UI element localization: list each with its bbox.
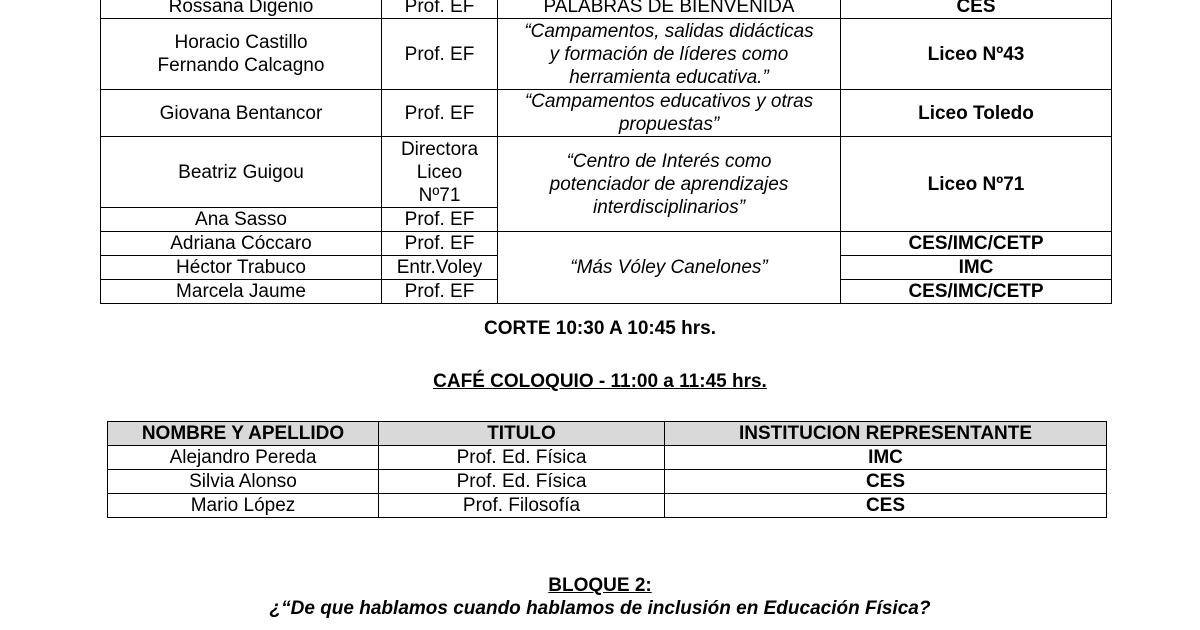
header-name: NOMBRE Y APELLIDO <box>108 422 379 446</box>
institution-cell: Liceo Toledo <box>841 90 1112 137</box>
institution-cell: CES/IMC/CETP <box>841 280 1112 304</box>
table-row <box>101 19 1112 90</box>
talk-cell: “Más Vóley Canelones” <box>498 232 841 304</box>
table-row <box>101 0 1112 19</box>
name-cell: Alejandro Pereda <box>108 446 379 470</box>
block-heading: BLOQUE 2: <box>548 575 652 596</box>
table-header-row <box>108 422 1107 446</box>
title-line: Nº71 <box>418 184 461 206</box>
title-cell <box>382 137 498 208</box>
title-cell: Entr.Voley <box>382 256 498 280</box>
table-row <box>108 470 1107 494</box>
institution-cell: CES/IMC/CETP <box>841 232 1112 256</box>
table-row <box>101 232 1112 256</box>
name-cell: Giovana Bentancor <box>101 90 382 137</box>
title-cell: Prof. EF <box>382 90 498 137</box>
title-cell: Prof. EF <box>382 19 498 90</box>
talk-line: y formación de líderes como <box>549 43 789 65</box>
name-cell: Héctor Trabuco <box>101 256 382 280</box>
talk-line: potenciador de aprendizajes <box>549 173 789 195</box>
title-cell: Prof. EF <box>382 208 498 232</box>
talk-line: propuestas” <box>618 114 720 135</box>
title-cell: Prof. Ed. Física <box>379 446 665 470</box>
title-line: Liceo <box>416 161 463 183</box>
institution-cell: CES <box>665 494 1107 518</box>
program-table <box>100 0 1112 304</box>
institution-cell: IMC <box>665 446 1107 470</box>
header-institution: INSTITUCION REPRESENTANTE <box>665 422 1107 446</box>
talk-line: herramienta educativa.” <box>569 66 769 88</box>
title-line: Directora <box>400 138 479 160</box>
cafe-heading: CAFÉ COLOQUIO - 11:00 a 11:45 hrs. <box>433 371 767 392</box>
name-cell: Adriana Cóccaro <box>101 232 382 256</box>
table-row <box>108 446 1107 470</box>
talk-cell <box>498 137 841 232</box>
name-line: Horacio Castillo <box>174 32 308 53</box>
name-line: Fernando Calcagno <box>157 55 325 76</box>
name-cell: Ana Sasso <box>101 208 382 232</box>
title-cell: Prof. Ed. Física <box>379 470 665 494</box>
name-cell: Mario López <box>108 494 379 518</box>
talk-line: “Centro de Interés como <box>566 150 772 172</box>
talk-cell: PALABRAS DE BIENVENIDA <box>498 0 841 19</box>
name-cell: Beatriz Guigou <box>101 137 382 208</box>
name-cell <box>101 19 382 90</box>
institution-cell: CES <box>841 0 1112 19</box>
table-row <box>108 494 1107 518</box>
title-cell: Prof. EF <box>382 280 498 304</box>
name-cell: Silvia Alonso <box>108 470 379 494</box>
talk-cell <box>498 19 841 90</box>
header-title: TITULO <box>379 422 665 446</box>
institution-cell: Liceo Nº43 <box>841 19 1112 90</box>
break-heading: CORTE 10:30 A 10:45 hrs. <box>484 318 716 339</box>
institution-cell: Liceo Nº71 <box>841 137 1112 232</box>
block-subtitle: ¿“De que hablamos cuando hablamos de inclusión en Educación Física? <box>269 598 931 619</box>
talk-line: “Campamentos, salidas didácticas <box>524 20 814 42</box>
talk-line: interdisciplinarios” <box>592 196 746 218</box>
title-cell: Prof. EF <box>382 0 498 19</box>
title-cell: Prof. EF <box>382 232 498 256</box>
institution-cell: CES <box>665 470 1107 494</box>
title-cell: Prof. Filosofía <box>379 494 665 518</box>
cafe-table <box>107 421 1107 518</box>
name-cell: Marcela Jaume <box>101 280 382 304</box>
talk-line: “Campamentos educativos y otras <box>524 91 814 112</box>
table-row <box>101 90 1112 137</box>
name-cell: Rossana Digenio <box>101 0 382 19</box>
table-row <box>101 137 1112 208</box>
institution-cell: IMC <box>841 256 1112 280</box>
talk-cell <box>498 90 841 137</box>
